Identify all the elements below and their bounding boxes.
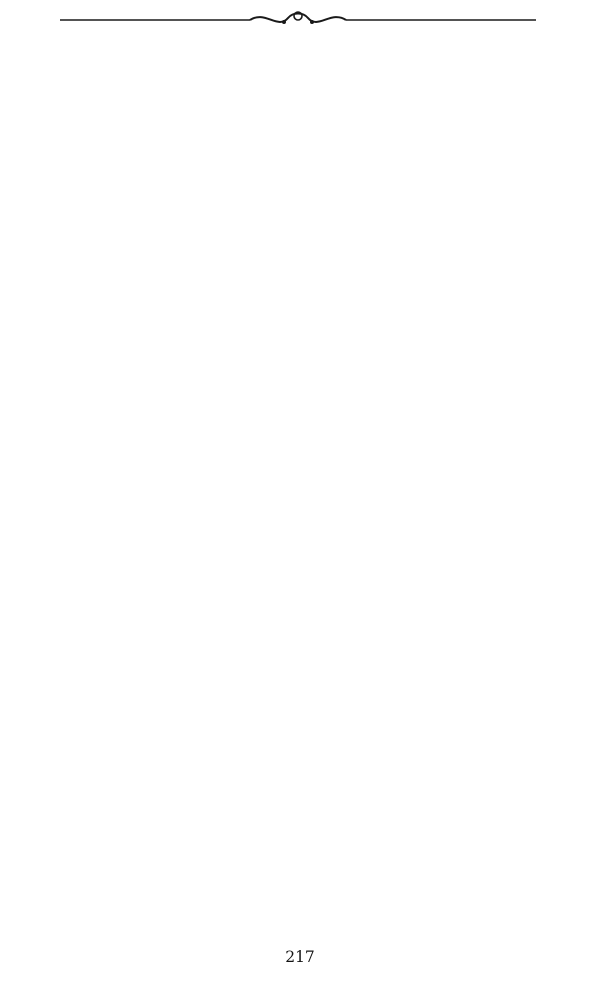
footnotes bbox=[70, 38, 532, 52]
header-ornament bbox=[60, 6, 536, 36]
page-number: 217 bbox=[285, 948, 315, 966]
